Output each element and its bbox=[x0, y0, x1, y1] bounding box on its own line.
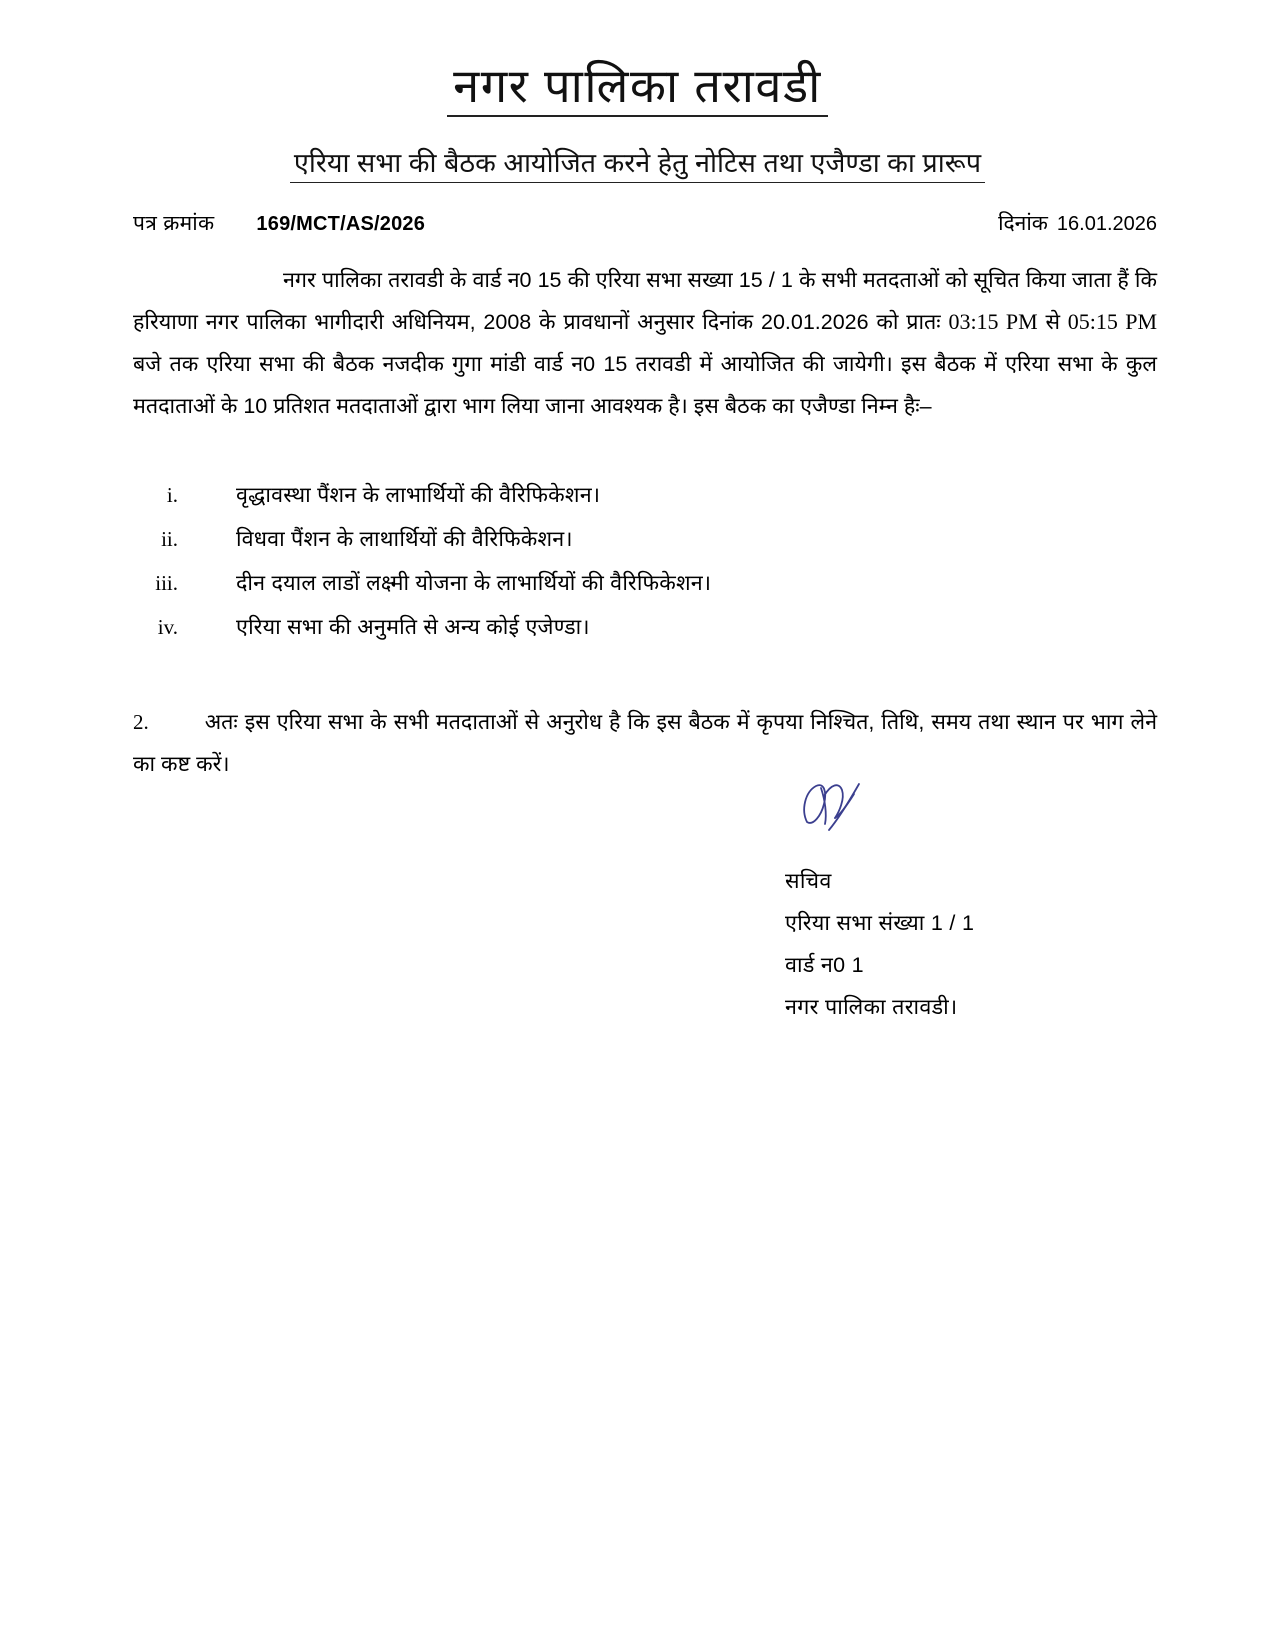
signature-municipality: नगर पालिका तरावडी। bbox=[785, 995, 958, 1019]
body-paragraph bbox=[0, 237, 1275, 427]
agenda-item-text: वृद्धावस्था पैंशन के लाभार्थियों की वैरिफिकेशन। bbox=[236, 483, 601, 507]
page-subtitle-text: एरिया सभा की बैठक आयोजित करने हेतु नोटिस तथा एजैण्डा का प्रारूप bbox=[290, 150, 985, 183]
meeting-start-time: 03:15 PM bbox=[948, 309, 1038, 334]
agenda-item-numeral: iv. bbox=[157, 615, 178, 639]
agenda-item-text: एरिया सभा की अनुमति से अन्य कोई एजेण्डा। bbox=[236, 615, 590, 639]
page-title-text: नगर पालिका तरावडी bbox=[447, 62, 828, 117]
list-item bbox=[0, 561, 1275, 605]
list-item bbox=[0, 605, 1275, 649]
closing-paragraph-text: अतः इस एरिया सभा के सभी मतदाताओं से अनुरोध है कि इस बैठक में कृपया निश्चित, तिथि, समय तथा स्थान पर भाग लेने का कष्ट करें। bbox=[133, 710, 1157, 776]
signature-block bbox=[785, 818, 974, 1028]
body-paragraph-part1: नगर पालिका तरावडी के वार्ड न0 15 की एरिया सभा सख्या 15 / 1 के सभी मतदताओं को सूचित किया जाता हैं कि हरियाणा नगर पालिका भागीदारी अधिनियम, 2008 के प्रावधानों अनुसार दिनांक 20.01.2026 को प्रातः bbox=[133, 268, 1157, 334]
page-subtitle bbox=[0, 117, 1275, 183]
agenda-item-text: विधवा पैंशन के लाथार्थियों की वैरिफिकेशन। bbox=[236, 527, 573, 551]
meeting-end-time: 05:15 PM bbox=[1067, 309, 1158, 334]
reference-number-group bbox=[133, 209, 425, 237]
reference-date-label: दिनांक bbox=[998, 212, 1048, 235]
closing-paragraph-number: 2. bbox=[133, 710, 149, 734]
signature-area-sabha: एरिया सभा संख्या 1 / 1 bbox=[785, 911, 975, 935]
agenda-list bbox=[0, 427, 1275, 649]
body-paragraph-part2: बजे तक एरिया सभा की बैठक नजदीक गुगा मांडी वार्ड न0 15 तरावडी में आयोजित की जायेगी। इस बैठक में एरिया सभा के कुल मतदाताओं के 10 प्रतिशत मतदाताओं द्वारा भाग लिया जाना आवश्यक है। इस बैठक का एजैण्डा निम्न हैः– bbox=[133, 352, 1157, 418]
reference-row bbox=[0, 209, 1275, 237]
closing-paragraph bbox=[133, 701, 1157, 785]
reference-number-value: 169/MCT/AS/2026 bbox=[256, 213, 426, 235]
signature-designation: सचिव bbox=[785, 869, 832, 893]
reference-date-value: 16.01.2026 bbox=[1056, 213, 1157, 235]
page-title bbox=[0, 0, 1275, 117]
closing-paragraph-wrapper bbox=[0, 649, 1275, 785]
signature-ward: वार्ड न0 1 bbox=[785, 953, 864, 977]
agenda-item-numeral: ii. bbox=[161, 527, 178, 551]
list-item bbox=[0, 517, 1275, 561]
agenda-item-numeral: i. bbox=[166, 483, 178, 507]
agenda-item-text: दीन दयाल लाडों लक्ष्मी योजना के लाभार्थियों की वैरिफिकेशन। bbox=[236, 571, 712, 595]
reference-date-group bbox=[998, 209, 1157, 237]
agenda-item-numeral: iii. bbox=[155, 571, 178, 595]
list-item bbox=[0, 473, 1275, 517]
reference-number-label: पत्र क्रमांक bbox=[133, 212, 215, 235]
body-paragraph-between: से bbox=[1037, 310, 1068, 334]
